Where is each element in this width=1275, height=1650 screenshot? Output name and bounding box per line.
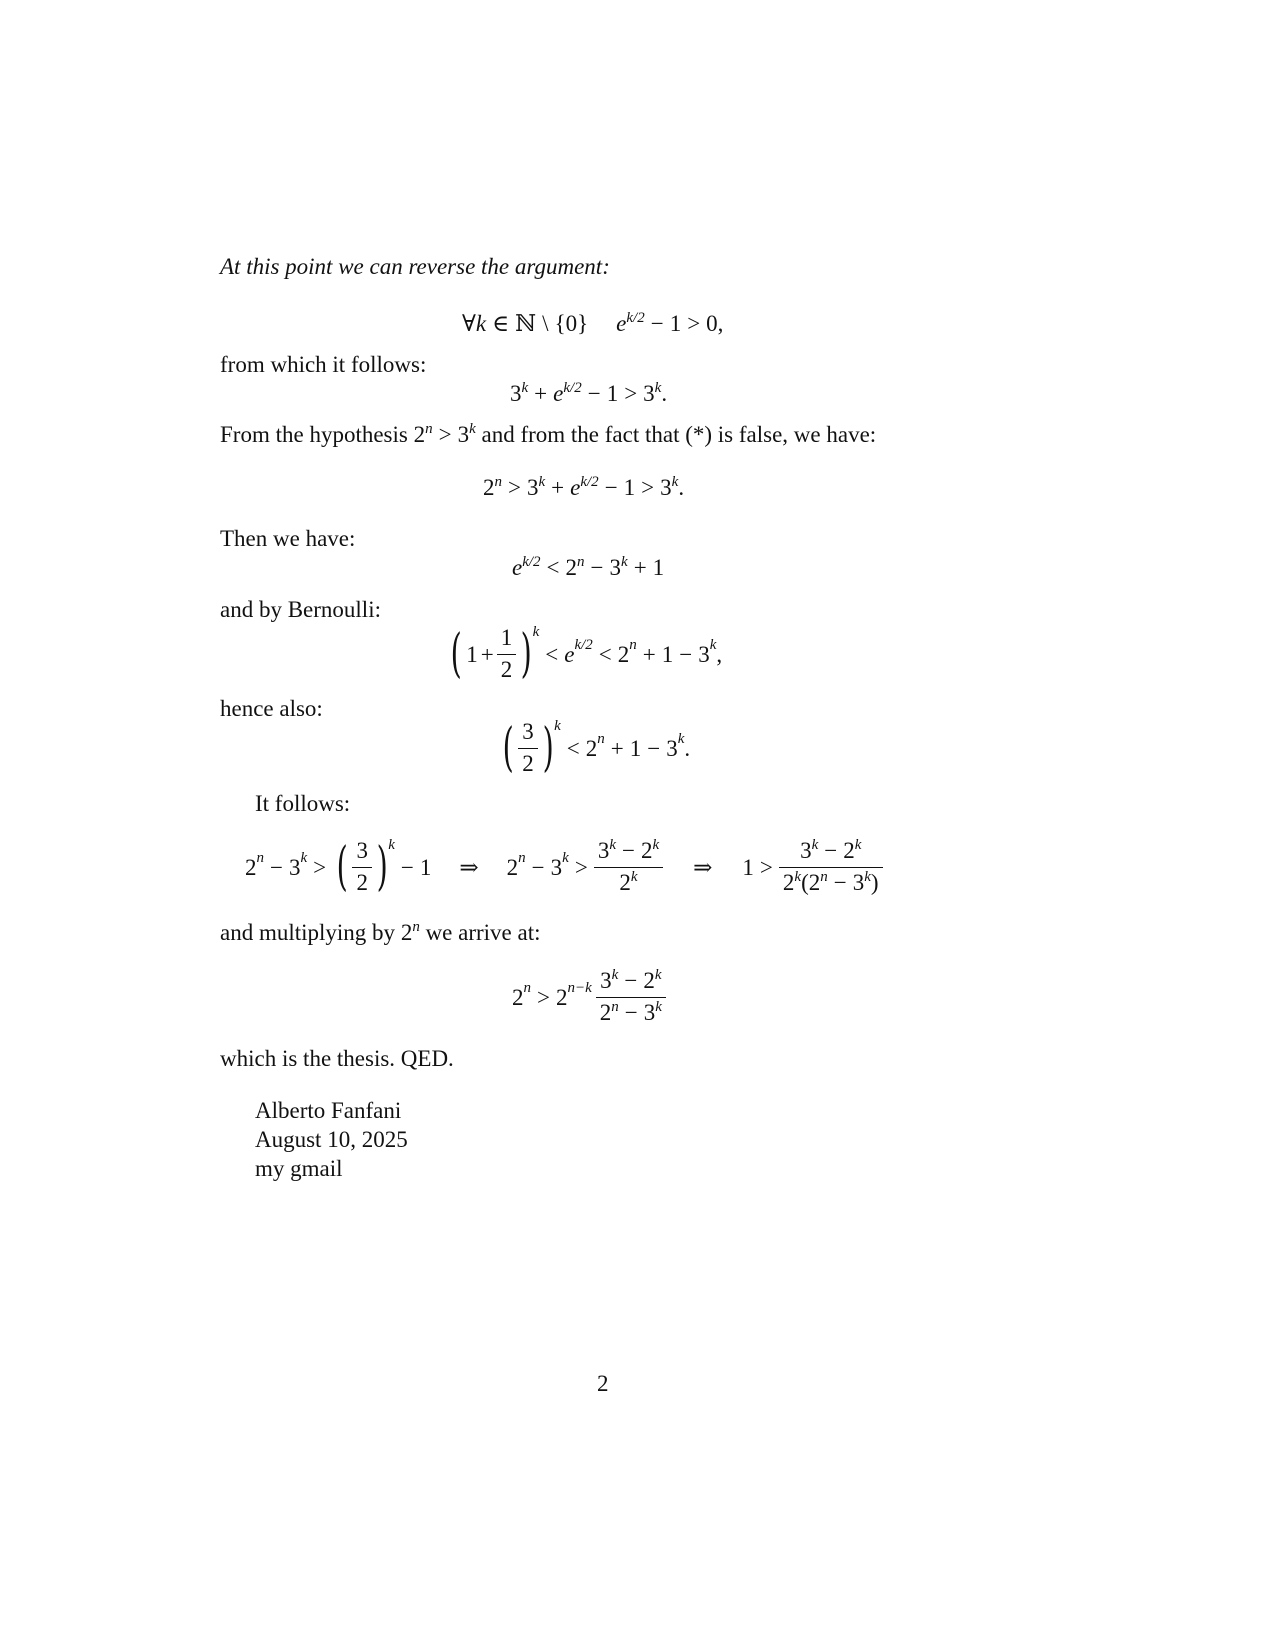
it-follows-text: It follows:	[255, 791, 351, 816]
author-name: Alberto Fanfani	[255, 1098, 402, 1123]
equation-final: 2 $^n$ > 2 $^{n-k}$ $\frac{3^k - 2^k}{2^n - 3^k}$	[512, 964, 666, 1030]
equation-implications: 2 $^n$ − 3 $^k$ > ( $\frac{3}{2}$ ) k − 1 ⇒ 2 $^n$ − 3 $^k$ > $\frac{3^k - 2^k}{2^k}$ ⇒ 1 > $\frac{3^k - 2^k}{2^k(2^n - 3^k)}$	[245, 834, 883, 900]
equation-three-halves: ( $\frac{3}{2}$ ) k < 2 $^n$ + 1 − 3 $^k$ .	[502, 717, 691, 778]
author-contact: my gmail	[255, 1156, 343, 1181]
document-date: August 10, 2025	[255, 1127, 408, 1152]
multiplying-text: and multiplying by 2$^n$ we arrive at:	[220, 919, 541, 945]
hypothesis-text-a: From the hypothesis	[220, 422, 414, 447]
multiplying-text-a: and multiplying by	[220, 920, 401, 945]
intro-text: At this point we can reverse the argument:	[220, 254, 610, 279]
from-which-text: from which it follows:	[220, 352, 427, 377]
hypothesis-text-b: and from the fact that (*) is false, we have:	[475, 422, 877, 447]
equation-chain: $2^n > 3^k + e^{k/2} - 1 > 3^k$.	[483, 474, 685, 500]
page-number: 2	[597, 1371, 609, 1396]
equation-exp-bound: $e^{k/2} < 2^n - 3^k + 1$	[512, 554, 665, 580]
equation-sum: $3^k + e^{k/2} - 1 > 3^k$.	[510, 380, 668, 406]
hence-text: hence also:	[220, 696, 323, 721]
equation-bernoulli: ( 1 + $\frac{1}{2}$ ) k < e $^{k/2}$ < 2 $^n$ + 1 − 3 $^k$ ,	[450, 623, 723, 684]
hypothesis-text: From the hypothesis $2^n > 3^k$ and from the fact that (*) is false, we have:	[220, 421, 877, 447]
multiplying-text-b: we arrive at:	[419, 920, 541, 945]
then-text: Then we have:	[220, 526, 356, 551]
qed-text: which is the thesis. QED.	[220, 1046, 454, 1071]
bernoulli-text: and by Bernoulli:	[220, 597, 381, 622]
equation-forall: ∀k ∈ ℕ \ {0} $e^{k/2} - 1 > 0$,	[462, 310, 724, 336]
